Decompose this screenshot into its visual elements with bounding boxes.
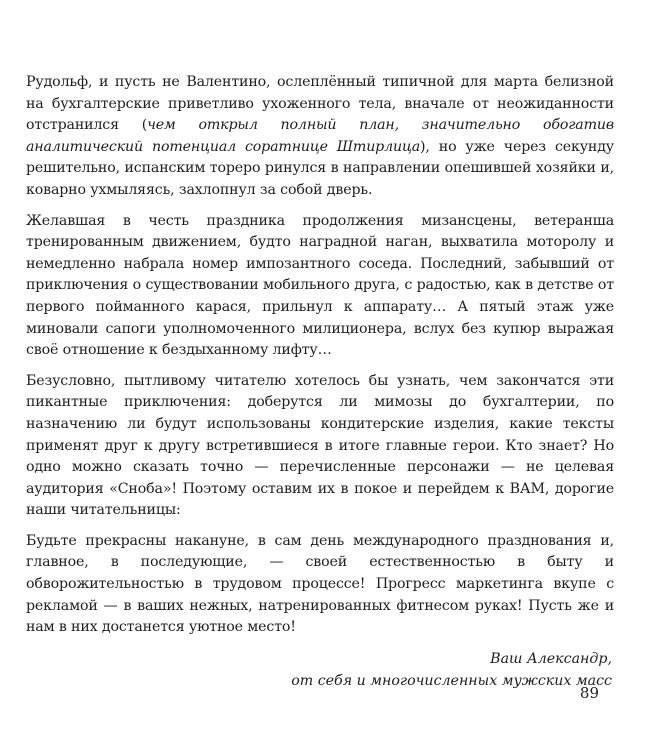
page-number: 89	[579, 684, 599, 702]
paragraph-4-text: Будьте прекрасны накануне, в сам день международного празднования и, главное, в последующие, — своей естественностью в быту и обворожительностью в трудовом процессе! Прогресс маркетинга вкупе с рекламой — в ваших нежных, натренированных фитнесом руках! Пусть же и нам в них достанется уютное место!	[26, 532, 614, 636]
paragraph-1-text-a: Рудольф, и пусть не Валентино, ослеплённый типичной для марта белизной на бухгалтерские приветливо ухоженного тела, вначале от неожиданности отстранился (	[26, 74, 614, 134]
paragraph-3	[26, 371, 614, 522]
paragraph-2	[26, 211, 614, 362]
signature-line-2: от себя и многочисленных мужских масс	[291, 672, 612, 689]
paragraph-3-text: Безусловно, пытливому читателю хотелось бы узнать, чем закончатся эти пикантные приключения: доберутся ли мимозы до бухгалтерии, по назначению ли будут использованы кондитерские изделия, какие тексты применят друг к другу встретившиеся в итоге главные герои. Кто знает? Но одно можно сказать точно — перечисленные персонажи — не целевая аудитория «Сноба»! Поэтому оставим их в покое и перейдем к ВАМ, дорогие наши читательницы:	[26, 372, 614, 519]
paragraph-1-italic-aside: чем открыл полный план, значительно обогатив аналитический потенциал соратнице Штирлица	[26, 117, 614, 155]
paragraph-4	[26, 531, 614, 639]
signature	[26, 648, 614, 692]
paragraph-2-text: Желавшая в честь праздника продолжения мизансцены, ветеранша тренированным движением, будто наградной наган, выхватила моторолу и немедленно набрала номер импозантного соседа. Последний, забывший от приключения о существовании мобильного друга, с радостью, как в детстве от первого пойманного карася, прильнул к аппарату… А пятый этаж уже миновали сапоги уполномоченного милиционера, вслух без купюр выражая своё отношение к бездыханному лифту…	[26, 212, 614, 359]
body-text	[26, 72, 614, 692]
paragraph-1-text-b: ), но уже через секунду решительно, испанским тореро ринулся в направлении опешившей хозяйки и, коварно ухмыляясь, захлопнул за собой дверь.	[26, 138, 614, 198]
paragraph-1	[26, 72, 614, 202]
signature-line-1: Ваш Александр,	[490, 650, 612, 667]
